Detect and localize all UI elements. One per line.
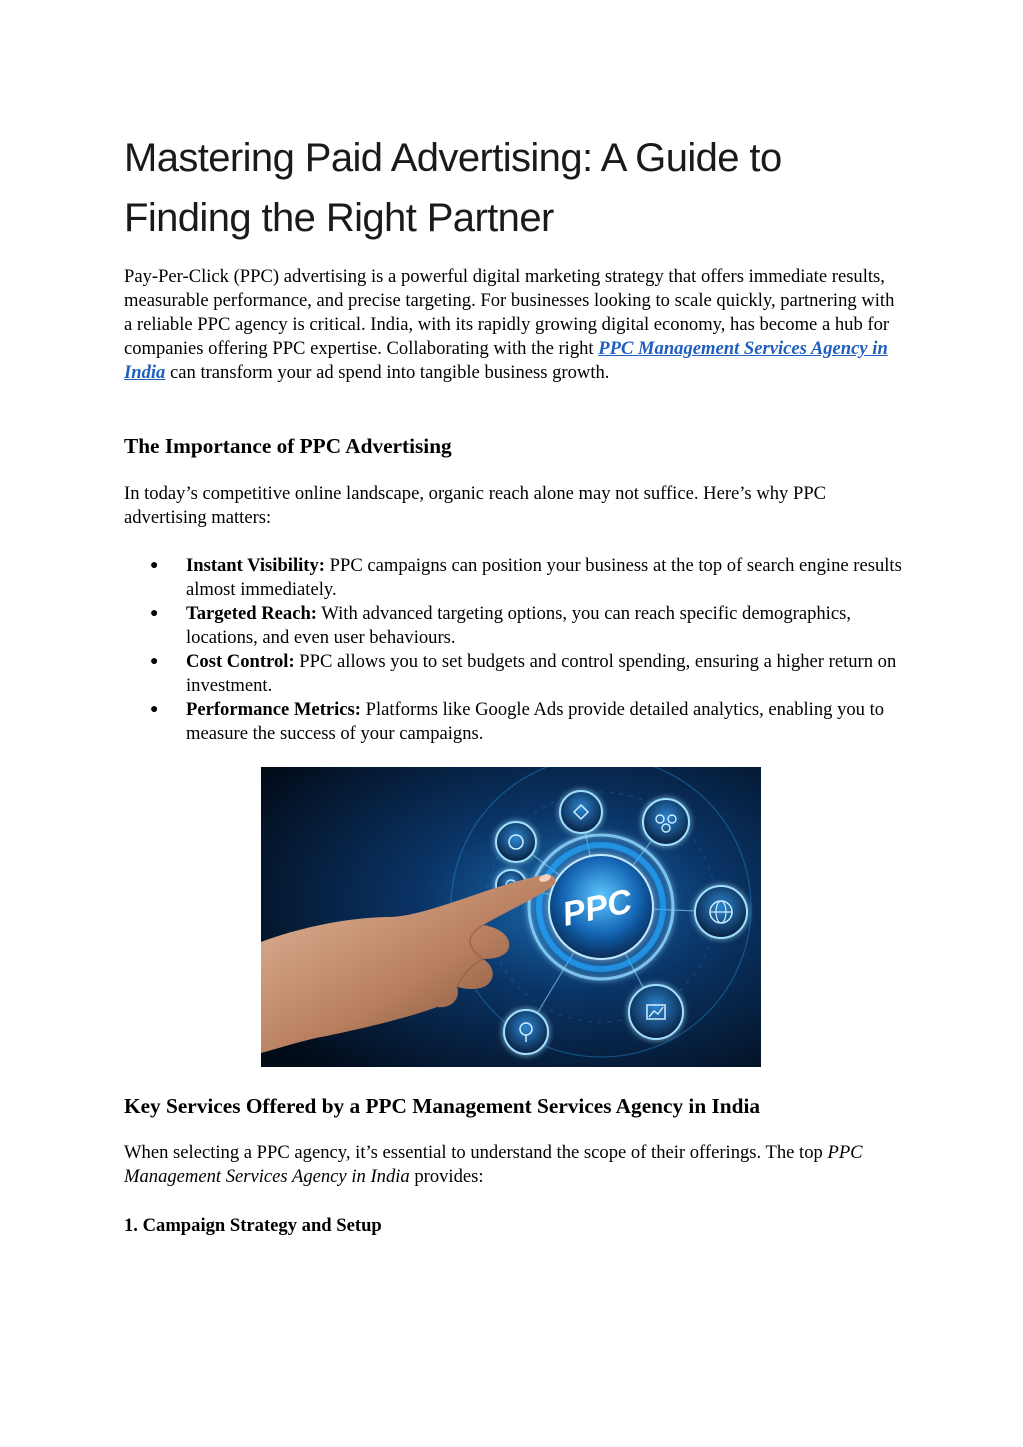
list-item [124, 554, 904, 602]
bullet-icon: ● [150, 558, 159, 573]
bullet-icon: ● [150, 702, 159, 717]
sub-heading-campaign-strategy: 1. Campaign Strategy and Setup [124, 1215, 382, 1236]
list-item [124, 650, 904, 698]
ppc-hub-label: PPC [559, 882, 636, 934]
chart-node-icon [629, 985, 683, 1039]
list-item-term: Performance Metrics: [186, 699, 361, 720]
bullet-icon: ● [150, 654, 159, 669]
node-icon [643, 799, 689, 845]
node-icon [496, 822, 536, 862]
intro-text-before: Pay-Per-Click (PPC) advertising is a powerful digital marketing strategy that offers immediate results, measurable performance, and precise targeting. For businesses looking to scale quickly, partnering with a reliable PPC agency is critical. India, with its rapidly growing digital economy, has become a hub for companies offering PPC expertise. Collaborating with the right [124, 266, 895, 359]
ppc-hero-image [261, 767, 761, 1067]
intro-paragraph [124, 265, 904, 385]
list-item [124, 602, 904, 650]
importance-paragraph: In today’s competitive online landscape, organic reach alone may not suffice. Here’s why PPC advertising matters: [124, 483, 827, 528]
section-heading-importance: The Importance of PPC Advertising [124, 434, 452, 458]
node-icon [560, 791, 602, 833]
list-item-term: Instant Visibility: [186, 555, 325, 576]
globe-node-icon [695, 886, 747, 938]
services-paragraph [124, 1141, 884, 1189]
section-heading-services: Key Services Offered by a PPC Management Services Agency in India [124, 1094, 761, 1118]
list-item-text: PPC campaigns can position your business at the top of search engine results almost immediately. [186, 555, 902, 600]
services-text-italic: PPC Management Services Agency in India [124, 1142, 863, 1187]
list-item-text: Platforms like Google Ads provide detailed analytics, enabling you to measure the success of your campaigns. [186, 699, 885, 744]
services-text-before: When selecting a PPC agency, it’s essential to understand the scope of their offerings. The top [124, 1142, 828, 1163]
benefits-list [124, 554, 904, 746]
intro-text-after: can transform your ad spend into tangible business growth. [165, 362, 610, 383]
list-item-term: Cost Control: [186, 651, 295, 672]
page-title: Mastering Paid Advertising: A Guide to Finding the Right Partner [124, 136, 782, 240]
bullet-icon: ● [150, 606, 159, 621]
services-text-after: provides: [409, 1166, 484, 1187]
list-item [124, 698, 904, 746]
node-icon [504, 1010, 548, 1054]
ppc-agency-link[interactable]: PPC Management Services Agency in India [124, 338, 888, 383]
list-item-term: Targeted Reach: [186, 603, 317, 624]
list-item-text: With advanced targeting options, you can reach specific demographics, locations, and even user behaviours. [186, 603, 851, 648]
list-item-text: PPC allows you to set budgets and control spending, ensuring a higher return on investment. [186, 651, 897, 696]
